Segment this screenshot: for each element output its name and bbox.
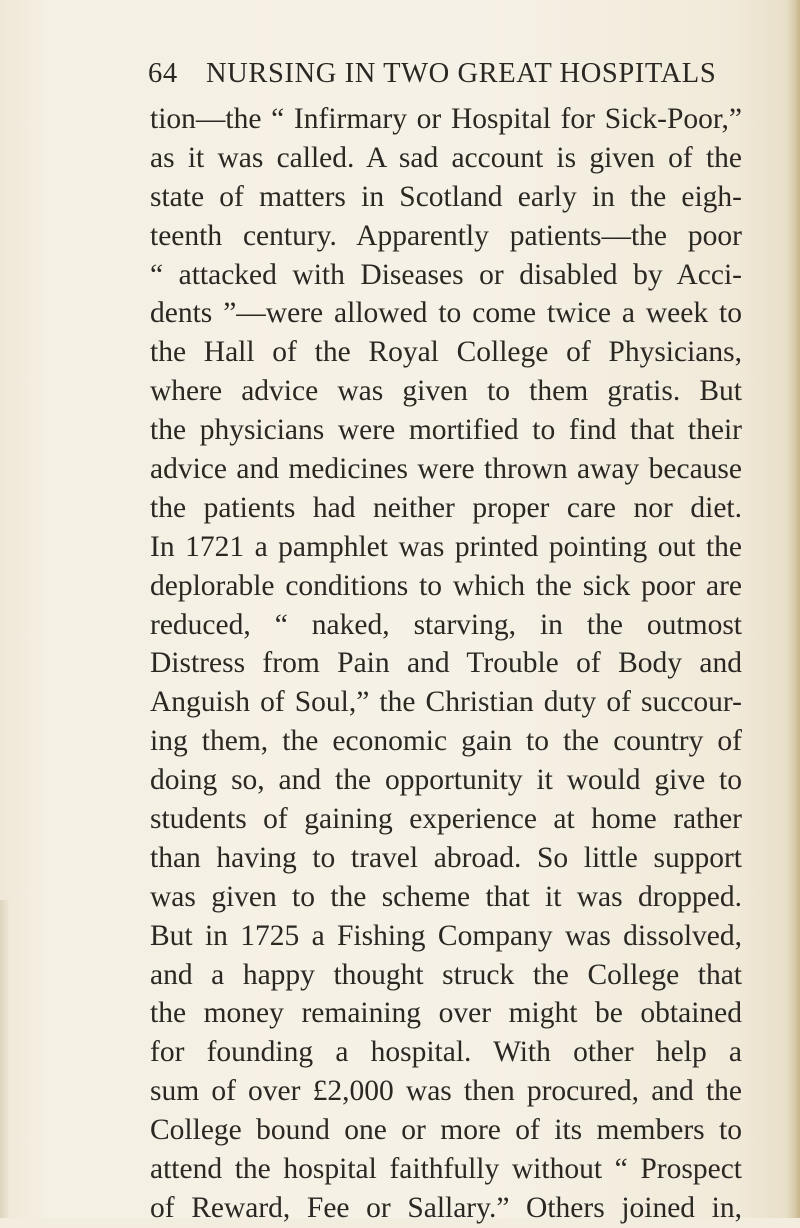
text-line: students of gaining experience at home rather xyxy=(150,803,742,836)
text-line: than having to travel abroad. So little support xyxy=(150,841,742,874)
page-number: 64 xyxy=(148,58,178,89)
text-line: teenth century. Apparently patients—the poor xyxy=(150,219,742,252)
text-line: deplorable conditions to which the sick poor are xyxy=(150,569,742,602)
text-line: College bound one or more of its members to xyxy=(150,1114,742,1147)
text-line: dents ”—were allowed to come twice a week to xyxy=(150,297,742,330)
text-line: doing so, and the opportunity it would give to xyxy=(150,764,742,797)
text-line: Anguish of Soul,” the Christian duty of succour- xyxy=(150,686,742,719)
text-line: of Reward, Fee or Sallary.” Others joined in, xyxy=(150,1191,742,1224)
text-line: But in 1725 a Fishing Company was dissolved, xyxy=(150,919,742,952)
page-edge-shading xyxy=(786,0,800,1218)
text-line: the Hall of the Royal College of Physicians, xyxy=(150,336,742,369)
body-text xyxy=(150,100,742,1228)
text-line: state of matters in Scotland early in the eigh- xyxy=(150,180,742,213)
text-line: as it was called. A sad account is given of the xyxy=(150,141,742,174)
text-line: the patients had neither proper care nor diet. xyxy=(150,491,742,524)
running-header xyxy=(148,58,740,98)
text-line: sum of over £2,000 was then procured, and the xyxy=(150,1075,742,1108)
text-line: where advice was given to them gratis. But xyxy=(150,375,742,408)
text-line: Distress from Pain and Trouble of Body and xyxy=(150,647,742,680)
text-line: advice and medicines were thrown away because xyxy=(150,453,742,486)
text-line: the money remaining over might be obtained xyxy=(150,997,742,1030)
text-line: reduced, “ naked, starving, in the outmost xyxy=(150,608,742,641)
text-line: the physicians were mortified to find that their xyxy=(150,414,742,447)
text-line: tion—the “ Infirmary or Hospital for Sick-Poor,” xyxy=(150,103,742,135)
text-line: attend the hospital faithfully without “ Prospect xyxy=(150,1153,742,1186)
text-line: for founding a hospital. With other help a xyxy=(150,1036,742,1069)
text-line: “ attacked with Diseases or disabled by Acci- xyxy=(150,258,742,291)
running-title: NURSING IN TWO GREAT HOSPITALS xyxy=(206,58,717,89)
text-line: was given to the scheme that it was dropped. xyxy=(150,880,742,913)
text-line: ing them, the economic gain to the country of xyxy=(150,725,742,758)
page-gutter-shading xyxy=(0,900,10,1218)
text-line: In 1721 a pamphlet was printed pointing out the xyxy=(150,530,742,563)
text-line: and a happy thought struck the College that xyxy=(150,958,742,991)
